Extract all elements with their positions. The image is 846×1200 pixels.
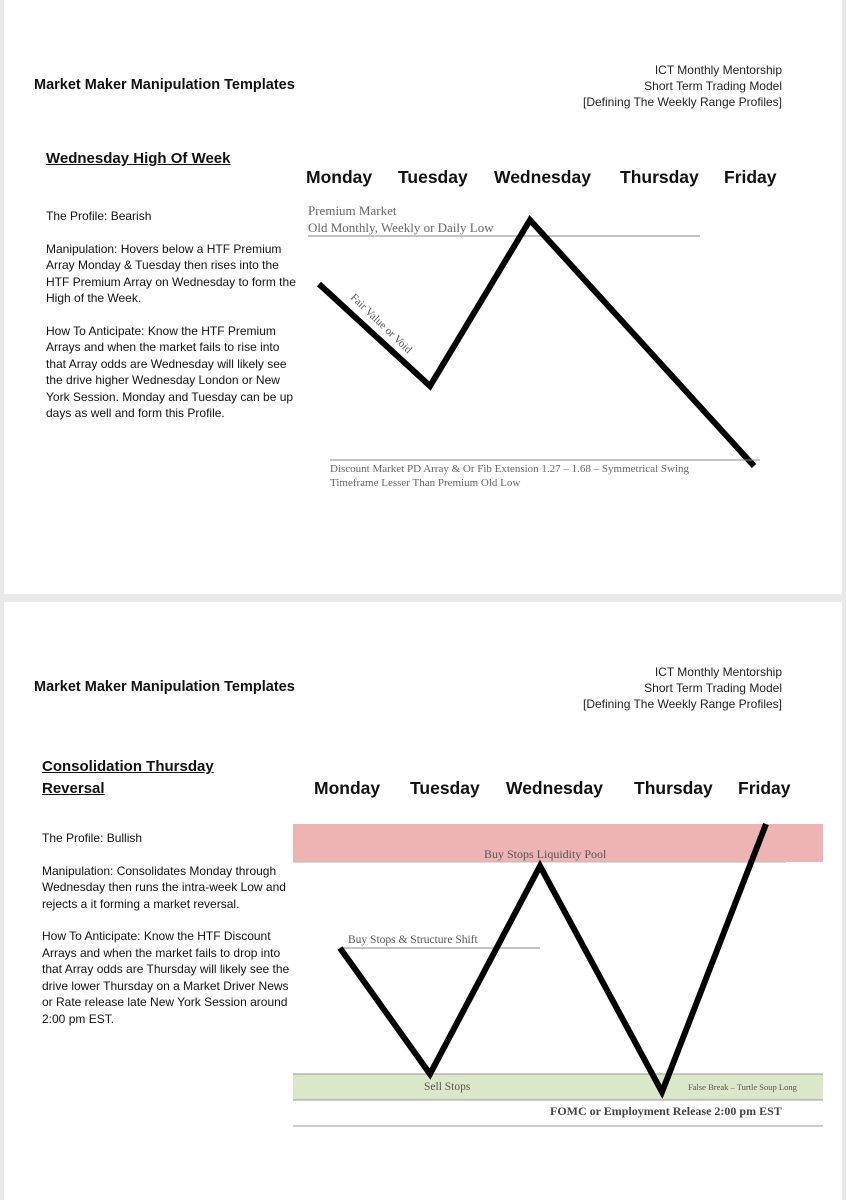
day-thursday: Thursday [634,778,713,798]
header-title: Market Maker Manipulation Templates [34,77,295,93]
header-title: Market Maker Manipulation Templates [34,679,295,695]
day-tuesday: Tuesday [398,167,468,187]
fvg-label: Fair Value or Void [347,291,415,356]
section-title: Wednesday High Of Week [46,150,231,167]
header-line-1: ICT Monthly Mentorship [654,665,782,679]
chart-wednesday-high [4,0,842,594]
false-break-label: False Break – Turtle Soup Long [688,1082,797,1092]
manipulation-text: Manipulation: Consolidates Monday through Wednesday then runs the intra-week Low and rejects a it forming a market reversal. [42,863,286,911]
day-friday: Friday [738,778,791,798]
day-tuesday: Tuesday [410,778,480,798]
discount-label-1: Discount Market PD Array & Or Fib Extension 1.27 – 1.68 – Symmetrical Swing [330,463,689,475]
header-line-2: Short Term Trading Model [644,79,782,93]
section-title: Consolidation Thursday Reversal [42,758,214,797]
header-line-2: Short Term Trading Model [644,681,782,695]
header-line-1: ICT Monthly Mentorship [654,63,782,77]
profile-text: The Profile: Bullish [42,831,143,845]
premium-label-1: Premium Market [308,203,397,218]
sell-stops-label: Sell Stops [424,1081,471,1093]
day-friday: Friday [724,167,777,187]
price-path [340,824,766,1092]
buy-stops-pool-label: Buy Stops Liquidity Pool [484,847,607,861]
fomc-label: FOMC or Employment Release 2:00 pm EST [550,1104,782,1118]
price-path [319,220,754,466]
day-wednesday: Wednesday [494,167,591,187]
header-line-3: [Defining The Weekly Range Profiles] [583,697,782,711]
day-monday: Monday [306,167,373,187]
premium-label-2: Old Monthly, Weekly or Daily Low [308,220,494,235]
header-line-3: [Defining The Weekly Range Profiles] [583,95,782,109]
page-consolidation-thursday [4,602,842,1200]
day-thursday: Thursday [620,167,699,187]
manipulation-text: Manipulation: Hovers below a HTF Premium Array Monday & Tuesday then rises into the HTF Premium Array on Wednesday to form the High of the Week. [46,241,296,305]
anticipate-text: How To Anticipate: Know the HTF Premium Arrays and when the market fails to rise into that Array odds are Wednesday will likely see the drive higher Wednesday London or New York Session. Monday and Tuesday can be up days as well and form this Profile. [46,323,294,420]
day-monday: Monday [314,778,381,798]
discount-label-2: Timeframe Lesser Than Premium Old Low [330,477,521,489]
anticipate-text: How To Anticipate: Know the HTF Discount Arrays and when the market fails to drop into that Array odds are Thursday will likely see the drive lower Thursday on a Market Driver News or Rate release late New York Session around 2:00 pm EST. [42,929,290,1026]
page-wednesday-high [4,0,842,594]
buy-stops-shift-label: Buy Stops & Structure Shift [348,934,478,946]
profile-text: The Profile: Bearish [46,209,152,223]
chart-consolidation-thursday [4,602,842,1200]
day-wednesday: Wednesday [506,778,603,798]
